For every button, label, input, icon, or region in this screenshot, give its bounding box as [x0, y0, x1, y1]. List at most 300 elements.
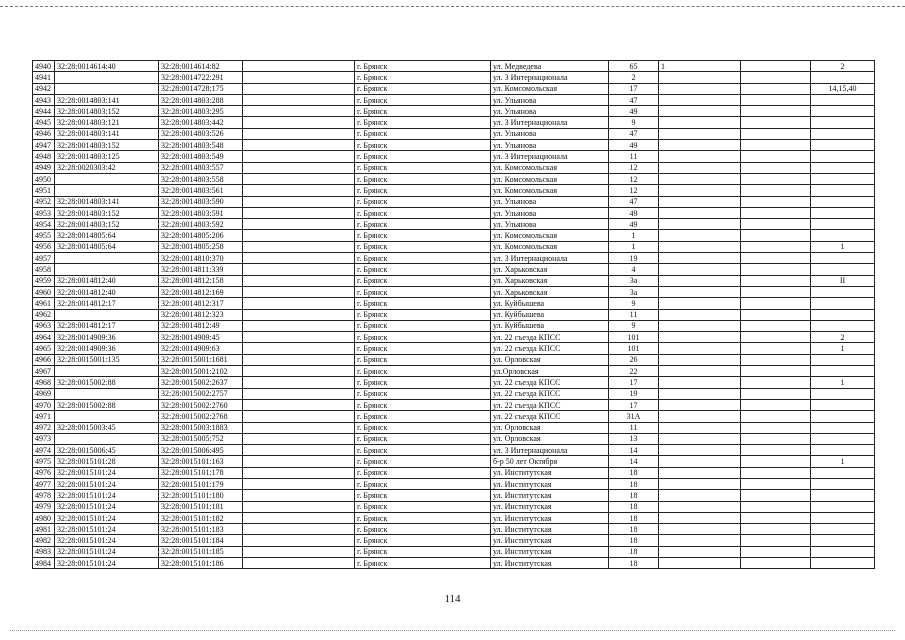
- extra-cell: [741, 445, 811, 456]
- city-cell: г. Брянск: [355, 354, 491, 365]
- city-cell: г. Брянск: [355, 445, 491, 456]
- extra-cell: [741, 253, 811, 264]
- extra-cell: [741, 535, 811, 546]
- table-row: [33, 173, 875, 184]
- extra-cell: [741, 512, 811, 523]
- street-cell: ул. 3 Интернационала: [491, 151, 609, 162]
- record-number: 4981: [33, 524, 55, 535]
- street-cell: ул. Комсомольская: [491, 83, 609, 94]
- object-cadastral-number: 32:28:0014810:370: [159, 253, 243, 264]
- table-row: [33, 83, 875, 94]
- building-cell: [659, 72, 741, 83]
- blank-cell: [243, 433, 355, 444]
- extra-cell: [741, 207, 811, 218]
- street-cell: ул. Институтская: [491, 501, 609, 512]
- street-cell: ул. Комсомольская: [491, 241, 609, 252]
- object-cadastral-number: 32:28:0015101:180: [159, 490, 243, 501]
- extra-cell: [741, 433, 811, 444]
- building-cell: [659, 433, 741, 444]
- apartment-cell: [811, 524, 875, 535]
- building-cell: [659, 388, 741, 399]
- record-number: 4972: [33, 422, 55, 433]
- object-cadastral-number: 32:28:0014909:63: [159, 343, 243, 354]
- land-cadastral-number: [55, 433, 159, 444]
- building-cell: [659, 478, 741, 489]
- city-cell: г. Брянск: [355, 253, 491, 264]
- extra-cell: [741, 264, 811, 275]
- record-number: 4946: [33, 128, 55, 139]
- table-row: [33, 230, 875, 241]
- apartment-cell: [811, 411, 875, 422]
- building-cell: [659, 456, 741, 467]
- object-cadastral-number: 32:28:0015002:2757: [159, 388, 243, 399]
- building-cell: [659, 128, 741, 139]
- record-number: 4970: [33, 399, 55, 410]
- land-cadastral-number: 32:28:0014803:125: [55, 151, 159, 162]
- record-number: 4964: [33, 332, 55, 343]
- city-cell: г. Брянск: [355, 264, 491, 275]
- object-cadastral-number: 32:28:0014805:206: [159, 230, 243, 241]
- object-cadastral-number: 32:28:0015101:182: [159, 512, 243, 523]
- apartment-cell: [811, 185, 875, 196]
- land-cadastral-number: 32:28:0015001:135: [55, 354, 159, 365]
- house-number: 19: [609, 253, 659, 264]
- house-number: 19: [609, 388, 659, 399]
- city-cell: г. Брянск: [355, 388, 491, 399]
- table-row: [33, 128, 875, 139]
- blank-cell: [243, 219, 355, 230]
- apartment-cell: [811, 264, 875, 275]
- blank-cell: [243, 490, 355, 501]
- record-number: 4948: [33, 151, 55, 162]
- building-cell: [659, 501, 741, 512]
- blank-cell: [243, 478, 355, 489]
- record-number: 4967: [33, 366, 55, 377]
- street-cell: ул. Институтская: [491, 535, 609, 546]
- house-number: 14: [609, 445, 659, 456]
- building-cell: [659, 162, 741, 173]
- house-number: 18: [609, 490, 659, 501]
- extra-cell: [741, 94, 811, 105]
- apartment-cell: [811, 298, 875, 309]
- table-row: [33, 490, 875, 501]
- land-cadastral-number: 32:28:0014803:141: [55, 196, 159, 207]
- apartment-cell: [811, 253, 875, 264]
- apartment-cell: [811, 94, 875, 105]
- object-cadastral-number: 32:28:0014803:592: [159, 219, 243, 230]
- record-number: 4956: [33, 241, 55, 252]
- table-row: [33, 298, 875, 309]
- record-number: 4984: [33, 558, 55, 569]
- street-cell: ул. Ульянова: [491, 219, 609, 230]
- table-row: [33, 106, 875, 117]
- house-number: 3а: [609, 286, 659, 297]
- building-cell: [659, 83, 741, 94]
- city-cell: г. Брянск: [355, 286, 491, 297]
- extra-cell: [741, 72, 811, 83]
- blank-cell: [243, 366, 355, 377]
- street-cell: б-р 50 лет Октября: [491, 456, 609, 467]
- extra-cell: [741, 275, 811, 286]
- object-cadastral-number: 32:28:0014812:323: [159, 309, 243, 320]
- city-cell: г. Брянск: [355, 343, 491, 354]
- record-number: 4976: [33, 467, 55, 478]
- land-cadastral-number: [55, 173, 159, 184]
- building-cell: [659, 354, 741, 365]
- house-number: 47: [609, 128, 659, 139]
- blank-cell: [243, 207, 355, 218]
- object-cadastral-number: 32:28:0015001:1681: [159, 354, 243, 365]
- building-cell: [659, 219, 741, 230]
- apartment-cell: [811, 128, 875, 139]
- apartment-cell: [811, 219, 875, 230]
- house-number: 49: [609, 106, 659, 117]
- object-cadastral-number: 32:28:0014803:548: [159, 140, 243, 151]
- object-cadastral-number: 32:28:0014805:258: [159, 241, 243, 252]
- city-cell: г. Брянск: [355, 411, 491, 422]
- building-cell: 1: [659, 61, 741, 72]
- building-cell: [659, 558, 741, 569]
- city-cell: г. Брянск: [355, 94, 491, 105]
- record-number: 4961: [33, 298, 55, 309]
- blank-cell: [243, 512, 355, 523]
- record-number: 4940: [33, 61, 55, 72]
- land-cadastral-number: 32:28:0015101:24: [55, 524, 159, 535]
- land-cadastral-number: 32:28:0015006:45: [55, 445, 159, 456]
- blank-cell: [243, 151, 355, 162]
- street-cell: ул. 3 Интернационала: [491, 117, 609, 128]
- extra-cell: [741, 140, 811, 151]
- object-cadastral-number: 32:28:0014803:591: [159, 207, 243, 218]
- extra-cell: [741, 320, 811, 331]
- table-row: [33, 445, 875, 456]
- object-cadastral-number: 32:28:0015002:2768: [159, 411, 243, 422]
- land-cadastral-number: 32:28:0015101:24: [55, 467, 159, 478]
- extra-cell: [741, 456, 811, 467]
- house-number: 18: [609, 535, 659, 546]
- blank-cell: [243, 140, 355, 151]
- city-cell: г. Брянск: [355, 162, 491, 173]
- blank-cell: [243, 162, 355, 173]
- street-cell: ул. 22 съезда КПСС: [491, 399, 609, 410]
- table-row: [33, 219, 875, 230]
- extra-cell: [741, 478, 811, 489]
- city-cell: г. Брянск: [355, 196, 491, 207]
- street-cell: ул. Институтская: [491, 467, 609, 478]
- table-row: [33, 512, 875, 523]
- blank-cell: [243, 354, 355, 365]
- street-cell: ул. 22 съезда КПСС: [491, 411, 609, 422]
- street-cell: ул. Орловская: [491, 433, 609, 444]
- building-cell: [659, 106, 741, 117]
- city-cell: г. Брянск: [355, 399, 491, 410]
- house-number: 1: [609, 241, 659, 252]
- building-cell: [659, 173, 741, 184]
- land-cadastral-number: 32:28:0014805:64: [55, 230, 159, 241]
- house-number: 11: [609, 151, 659, 162]
- object-cadastral-number: 32:28:0014909:45: [159, 332, 243, 343]
- blank-cell: [243, 196, 355, 207]
- apartment-cell: 1: [811, 241, 875, 252]
- house-number: 18: [609, 546, 659, 557]
- city-cell: г. Брянск: [355, 185, 491, 196]
- street-cell: ул. Институтская: [491, 478, 609, 489]
- land-cadastral-number: 32:28:0015101:24: [55, 478, 159, 489]
- street-cell: ул. Ульянова: [491, 106, 609, 117]
- city-cell: г. Брянск: [355, 83, 491, 94]
- blank-cell: [243, 546, 355, 557]
- apartment-cell: [811, 207, 875, 218]
- land-cadastral-number: 32:28:0014803:141: [55, 128, 159, 139]
- blank-cell: [243, 83, 355, 94]
- record-number: 4960: [33, 286, 55, 297]
- object-cadastral-number: 32:28:0015006:495: [159, 445, 243, 456]
- record-number: 4966: [33, 354, 55, 365]
- blank-cell: [243, 422, 355, 433]
- street-cell: ул. Орловская: [491, 422, 609, 433]
- object-cadastral-number: 32:28:0014803:549: [159, 151, 243, 162]
- land-cadastral-number: 32:28:0015101:24: [55, 490, 159, 501]
- street-cell: ул. Куйбышева: [491, 309, 609, 320]
- city-cell: г. Брянск: [355, 467, 491, 478]
- land-cadastral-number: 32:28:0014803:152: [55, 219, 159, 230]
- land-cadastral-number: [55, 72, 159, 83]
- registry-table: [32, 60, 875, 569]
- house-number: 47: [609, 94, 659, 105]
- land-cadastral-number: 32:28:0014803:152: [55, 207, 159, 218]
- page-number: 114: [444, 593, 461, 605]
- street-cell: ул. 3 Интернационала: [491, 72, 609, 83]
- extra-cell: [741, 128, 811, 139]
- apartment-cell: 1: [811, 343, 875, 354]
- building-cell: [659, 411, 741, 422]
- building-cell: [659, 253, 741, 264]
- building-cell: [659, 332, 741, 343]
- building-cell: [659, 309, 741, 320]
- object-cadastral-number: 32:28:0015002:2760: [159, 399, 243, 410]
- extra-cell: [741, 411, 811, 422]
- house-number: 11: [609, 309, 659, 320]
- object-cadastral-number: 32:28:0014812:158: [159, 275, 243, 286]
- land-cadastral-number: 32:28:0014803:152: [55, 140, 159, 151]
- house-number: 12: [609, 185, 659, 196]
- apartment-cell: [811, 140, 875, 151]
- object-cadastral-number: 32:28:0014812:49: [159, 320, 243, 331]
- house-number: 26: [609, 354, 659, 365]
- object-cadastral-number: 32:28:0015003:1883: [159, 422, 243, 433]
- extra-cell: [741, 185, 811, 196]
- street-cell: ул. Куйбышева: [491, 298, 609, 309]
- apartment-cell: [811, 162, 875, 173]
- blank-cell: [243, 185, 355, 196]
- land-cadastral-number: 32:28:0015003:45: [55, 422, 159, 433]
- house-number: 18: [609, 501, 659, 512]
- blank-cell: [243, 558, 355, 569]
- table-row: [33, 343, 875, 354]
- table-row: [33, 264, 875, 275]
- table-row: [33, 253, 875, 264]
- blank-cell: [243, 535, 355, 546]
- table-row: [33, 501, 875, 512]
- apartment-cell: [811, 117, 875, 128]
- city-cell: г. Брянск: [355, 219, 491, 230]
- blank-cell: [243, 72, 355, 83]
- record-number: 4955: [33, 230, 55, 241]
- building-cell: [659, 207, 741, 218]
- land-cadastral-number: 32:28:0014812:40: [55, 275, 159, 286]
- land-cadastral-number: 32:28:0014614:40: [55, 61, 159, 72]
- apartment-cell: [811, 433, 875, 444]
- extra-cell: [741, 399, 811, 410]
- house-number: 22: [609, 366, 659, 377]
- object-cadastral-number: 32:28:0014728:175: [159, 83, 243, 94]
- street-cell: ул. Медведева: [491, 61, 609, 72]
- apartment-cell: [811, 535, 875, 546]
- blank-cell: [243, 298, 355, 309]
- apartment-cell: [811, 106, 875, 117]
- object-cadastral-number: 32:28:0015101:181: [159, 501, 243, 512]
- city-cell: г. Брянск: [355, 207, 491, 218]
- record-number: 4951: [33, 185, 55, 196]
- apartment-cell: [811, 467, 875, 478]
- apartment-cell: 14,15,40: [811, 83, 875, 94]
- city-cell: г. Брянск: [355, 366, 491, 377]
- building-cell: [659, 490, 741, 501]
- apartment-cell: II: [811, 275, 875, 286]
- extra-cell: [741, 467, 811, 478]
- extra-cell: [741, 219, 811, 230]
- object-cadastral-number: 32:28:0014803:558: [159, 173, 243, 184]
- extra-cell: [741, 241, 811, 252]
- land-cadastral-number: 32:28:0014812:40: [55, 286, 159, 297]
- apartment-cell: 2: [811, 332, 875, 343]
- building-cell: [659, 185, 741, 196]
- blank-cell: [243, 173, 355, 184]
- land-cadastral-number: [55, 411, 159, 422]
- building-cell: [659, 320, 741, 331]
- blank-cell: [243, 241, 355, 252]
- record-number: 4959: [33, 275, 55, 286]
- city-cell: г. Брянск: [355, 490, 491, 501]
- city-cell: г. Брянск: [355, 558, 491, 569]
- object-cadastral-number: 32:28:0015002:2637: [159, 377, 243, 388]
- street-cell: ул. Комсомольская: [491, 230, 609, 241]
- extra-cell: [741, 298, 811, 309]
- street-cell: ул. Орловская: [491, 354, 609, 365]
- extra-cell: [741, 524, 811, 535]
- land-cadastral-number: [55, 83, 159, 94]
- apartment-cell: [811, 72, 875, 83]
- house-number: 18: [609, 467, 659, 478]
- table-row: [33, 524, 875, 535]
- object-cadastral-number: 32:28:0014722:291: [159, 72, 243, 83]
- city-cell: г. Брянск: [355, 173, 491, 184]
- blank-cell: [243, 399, 355, 410]
- table-row: [33, 535, 875, 546]
- house-number: 13: [609, 433, 659, 444]
- record-number: 4947: [33, 140, 55, 151]
- blank-cell: [243, 106, 355, 117]
- apartment-cell: [811, 366, 875, 377]
- land-cadastral-number: 32:28:0015101:24: [55, 546, 159, 557]
- record-number: 4962: [33, 309, 55, 320]
- table-row: [33, 151, 875, 162]
- table-row: [33, 478, 875, 489]
- record-number: 4980: [33, 512, 55, 523]
- house-number: 11: [609, 422, 659, 433]
- table-row: [33, 399, 875, 410]
- table-row: [33, 422, 875, 433]
- object-cadastral-number: 32:28:0014803:442: [159, 117, 243, 128]
- house-number: 18: [609, 512, 659, 523]
- city-cell: г. Брянск: [355, 501, 491, 512]
- street-cell: ул. Институтская: [491, 546, 609, 557]
- extra-cell: [741, 388, 811, 399]
- house-number: 12: [609, 173, 659, 184]
- house-number: 18: [609, 478, 659, 489]
- record-number: 4983: [33, 546, 55, 557]
- land-cadastral-number: 32:28:0014812:17: [55, 298, 159, 309]
- table-row: [33, 185, 875, 196]
- land-cadastral-number: 32:28:0014909:36: [55, 343, 159, 354]
- object-cadastral-number: 32:28:0014803:557: [159, 162, 243, 173]
- record-number: 4958: [33, 264, 55, 275]
- table-row: [33, 558, 875, 569]
- building-cell: [659, 264, 741, 275]
- record-number: 4975: [33, 456, 55, 467]
- house-number: 101: [609, 332, 659, 343]
- table-row: [33, 72, 875, 83]
- extra-cell: [741, 106, 811, 117]
- house-number: 47: [609, 196, 659, 207]
- land-cadastral-number: 32:28:0014812:17: [55, 320, 159, 331]
- object-cadastral-number: 32:28:0014811:339: [159, 264, 243, 275]
- land-cadastral-number: 32:28:0015101:28: [55, 456, 159, 467]
- table-row: [33, 94, 875, 105]
- land-cadastral-number: 32:28:0015101:24: [55, 558, 159, 569]
- blank-cell: [243, 230, 355, 241]
- record-number: 4965: [33, 343, 55, 354]
- city-cell: г. Брянск: [355, 422, 491, 433]
- table-row: [33, 140, 875, 151]
- street-cell: ул. Комсомольская: [491, 162, 609, 173]
- street-cell: ул. Харьковская: [491, 275, 609, 286]
- street-cell: ул. 22 съезда КПСС: [491, 343, 609, 354]
- extra-cell: [741, 422, 811, 433]
- blank-cell: [243, 128, 355, 139]
- city-cell: г. Брянск: [355, 117, 491, 128]
- object-cadastral-number: 32:28:0014812:169: [159, 286, 243, 297]
- blank-cell: [243, 377, 355, 388]
- blank-cell: [243, 309, 355, 320]
- land-cadastral-number: 32:28:0014909:36: [55, 332, 159, 343]
- blank-cell: [243, 388, 355, 399]
- land-cadastral-number: [55, 185, 159, 196]
- land-cadastral-number: 32:28:0015101:24: [55, 535, 159, 546]
- table-row: [33, 411, 875, 422]
- object-cadastral-number: 32:28:0015101:184: [159, 535, 243, 546]
- extra-cell: [741, 309, 811, 320]
- extra-cell: [741, 286, 811, 297]
- street-cell: ул. 22 съезда КПСС: [491, 377, 609, 388]
- record-number: 4949: [33, 162, 55, 173]
- house-number: 12: [609, 162, 659, 173]
- record-number: 4944: [33, 106, 55, 117]
- table-row: [33, 207, 875, 218]
- extra-cell: [741, 61, 811, 72]
- city-cell: г. Брянск: [355, 151, 491, 162]
- blank-cell: [243, 467, 355, 478]
